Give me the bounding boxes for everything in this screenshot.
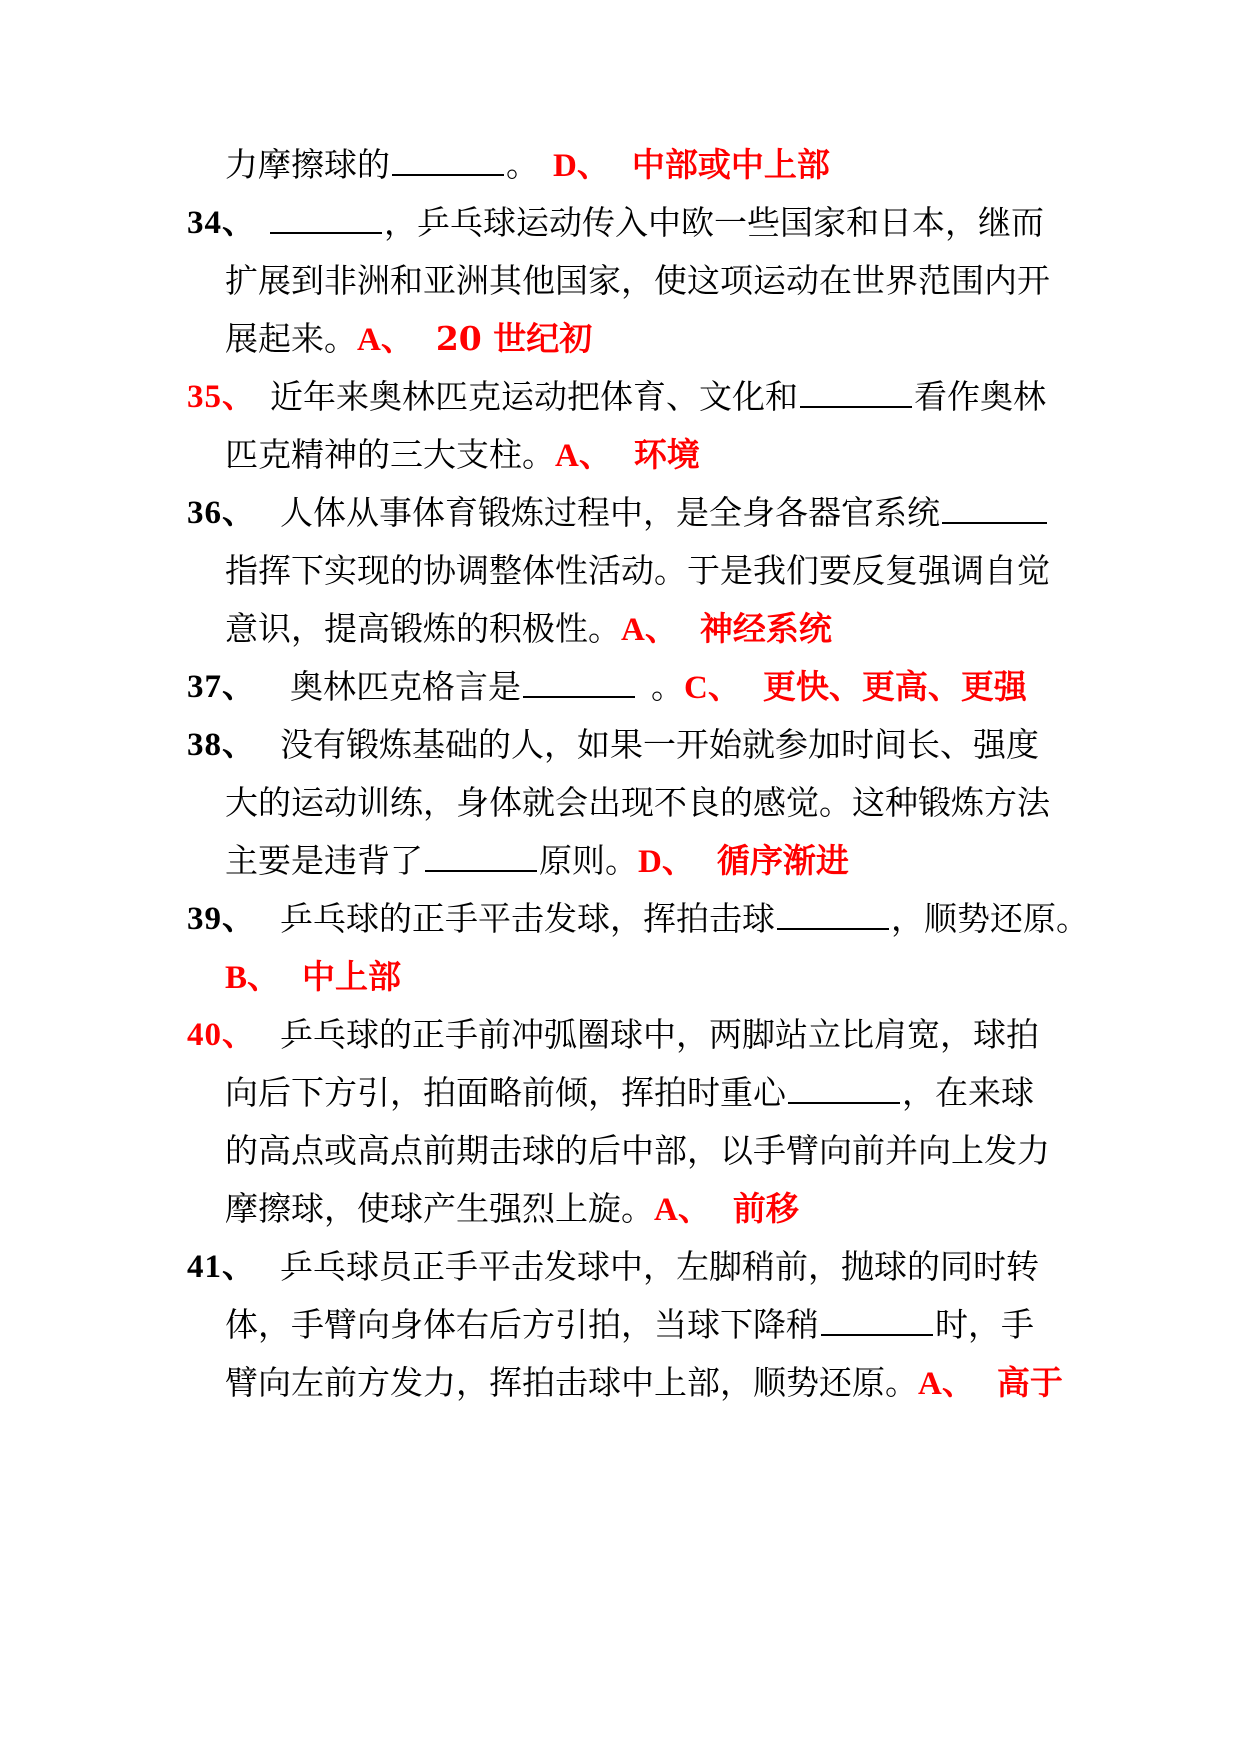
- fill-blank: [777, 900, 889, 930]
- question-text: 向后下方引，拍面略前倾，挥拍时重心: [225, 1073, 786, 1112]
- question-text: 人体从事体育锻炼过程中，是全身各器官系统: [280, 493, 940, 532]
- question-text: 臂向左前方发力，挥拍击球中上部，顺势还原。: [225, 1363, 918, 1402]
- question-text: 指挥下实现的协调整体性活动。于是我们要反复强调自觉: [225, 551, 1050, 590]
- question-text: 展起来。: [225, 319, 357, 358]
- answer-option: D、: [638, 844, 695, 880]
- question-text: 。: [506, 145, 539, 184]
- question-number: 38、: [187, 727, 256, 763]
- fill-blank: [821, 1306, 933, 1336]
- question-text: 意识，提高锻炼的积极性。: [225, 609, 621, 648]
- question-text: 的高点或高点前期击球的后中部，以手臂向前并向上发力: [225, 1131, 1050, 1170]
- question-text-line: [270, 372, 1046, 422]
- answer: [638, 841, 849, 880]
- question-text: 摩擦球，使球产生强烈上旋。: [225, 1189, 654, 1228]
- question-text: 体，手臂向身体右后方引拍，当球下降稍: [225, 1305, 819, 1344]
- question-text-line: [225, 604, 832, 655]
- question-text-line: [280, 488, 1049, 538]
- answer-text: 前移: [732, 1189, 799, 1228]
- question-text-line: [225, 952, 401, 1003]
- question-text: 匹克精神的三大支柱。: [225, 435, 555, 474]
- answer-text: 神经系统: [699, 609, 832, 648]
- answer: [621, 609, 832, 648]
- question-text: 时，手: [935, 1305, 1034, 1344]
- answer-text: 环境: [633, 435, 700, 474]
- question-text-line: [290, 662, 1027, 713]
- question-text: 没有锻炼基础的人，如果一开始就参加时间长、强度: [280, 725, 1039, 764]
- answer-option: D、: [553, 148, 610, 184]
- fill-blank: [523, 668, 635, 698]
- answer-option: A、: [918, 1366, 975, 1402]
- answer: [553, 145, 830, 184]
- answer: [225, 957, 401, 996]
- question-text-line: [225, 1300, 1034, 1350]
- question-number: 40、: [187, 1017, 256, 1053]
- question-number: 34、: [187, 205, 256, 241]
- answer-text: 高于: [996, 1363, 1063, 1402]
- question-number: 35、: [187, 379, 256, 415]
- question-text: 大的运动训练，身体就会出现不良的感觉。这种锻炼方法: [225, 783, 1050, 822]
- question-text-line: [225, 430, 700, 481]
- fill-blank: [425, 842, 537, 872]
- question-number: 41、: [187, 1249, 256, 1285]
- question-text-line: [270, 198, 1044, 248]
- answer: [654, 1189, 799, 1228]
- question-text-line: [280, 894, 1089, 944]
- answer-option: A、: [621, 612, 678, 648]
- question-text: 近年来奥林匹克运动把体育、文化和: [270, 377, 798, 416]
- question-text: ，乒乓球运动传入中欧一些国家和日本，继而: [384, 203, 1044, 242]
- answer-option: A、: [357, 322, 414, 358]
- question-text-line: [225, 140, 830, 191]
- answer: [684, 667, 1027, 706]
- fill-blank: [800, 378, 912, 408]
- answer-text: 中上部: [302, 957, 402, 996]
- question-text: 看作奥林: [914, 377, 1046, 416]
- question-text: ，顺势还原。: [891, 899, 1089, 938]
- answer-text: 中部或中上部: [631, 145, 830, 184]
- answer-text: 20 世纪初: [435, 319, 593, 358]
- answer-option: B、: [225, 960, 281, 996]
- fill-blank: [788, 1074, 900, 1104]
- question-text: 原则。: [539, 841, 638, 880]
- question-text: 乒乓球的正手平击发球，挥拍击球: [280, 899, 775, 938]
- question-number: 37、: [187, 669, 256, 705]
- answer-option: C、: [684, 670, 741, 706]
- answer: [918, 1363, 1063, 1402]
- fill-blank: [270, 204, 382, 234]
- answer-text: 循序渐进: [716, 841, 849, 880]
- question-text: 。: [651, 667, 684, 706]
- answer-option: A、: [555, 438, 612, 474]
- question-text: ，在来球: [902, 1073, 1034, 1112]
- answer-option: A、: [654, 1192, 711, 1228]
- answer: [555, 435, 700, 474]
- question-text: 主要是违背了: [225, 841, 423, 880]
- question-text-line: [225, 1068, 1034, 1118]
- question-text: 乒乓球员正手平击发球中，左脚稍前，抛球的同时转: [280, 1247, 1039, 1286]
- question-text-line: [225, 314, 592, 365]
- answer-text: 更快、更高、更强: [762, 667, 1027, 706]
- question-text-line: [225, 836, 849, 887]
- question-number: 36、: [187, 495, 256, 531]
- question-text: 乒乓球的正手前冲弧圈球中，两脚站立比肩宽，球拍: [280, 1015, 1039, 1054]
- question-text: 力摩擦球的: [225, 145, 390, 184]
- answer: [357, 319, 592, 358]
- fill-blank: [942, 494, 1047, 524]
- question-text: 奥林匹克格言是: [290, 667, 521, 706]
- question-number: 39、: [187, 901, 256, 937]
- question-text: 扩展到非洲和亚洲其他国家，使这项运动在世界范围内开: [225, 261, 1050, 300]
- question-text-line: [225, 1184, 799, 1235]
- fill-blank: [392, 146, 504, 176]
- question-text-line: [225, 1358, 1063, 1409]
